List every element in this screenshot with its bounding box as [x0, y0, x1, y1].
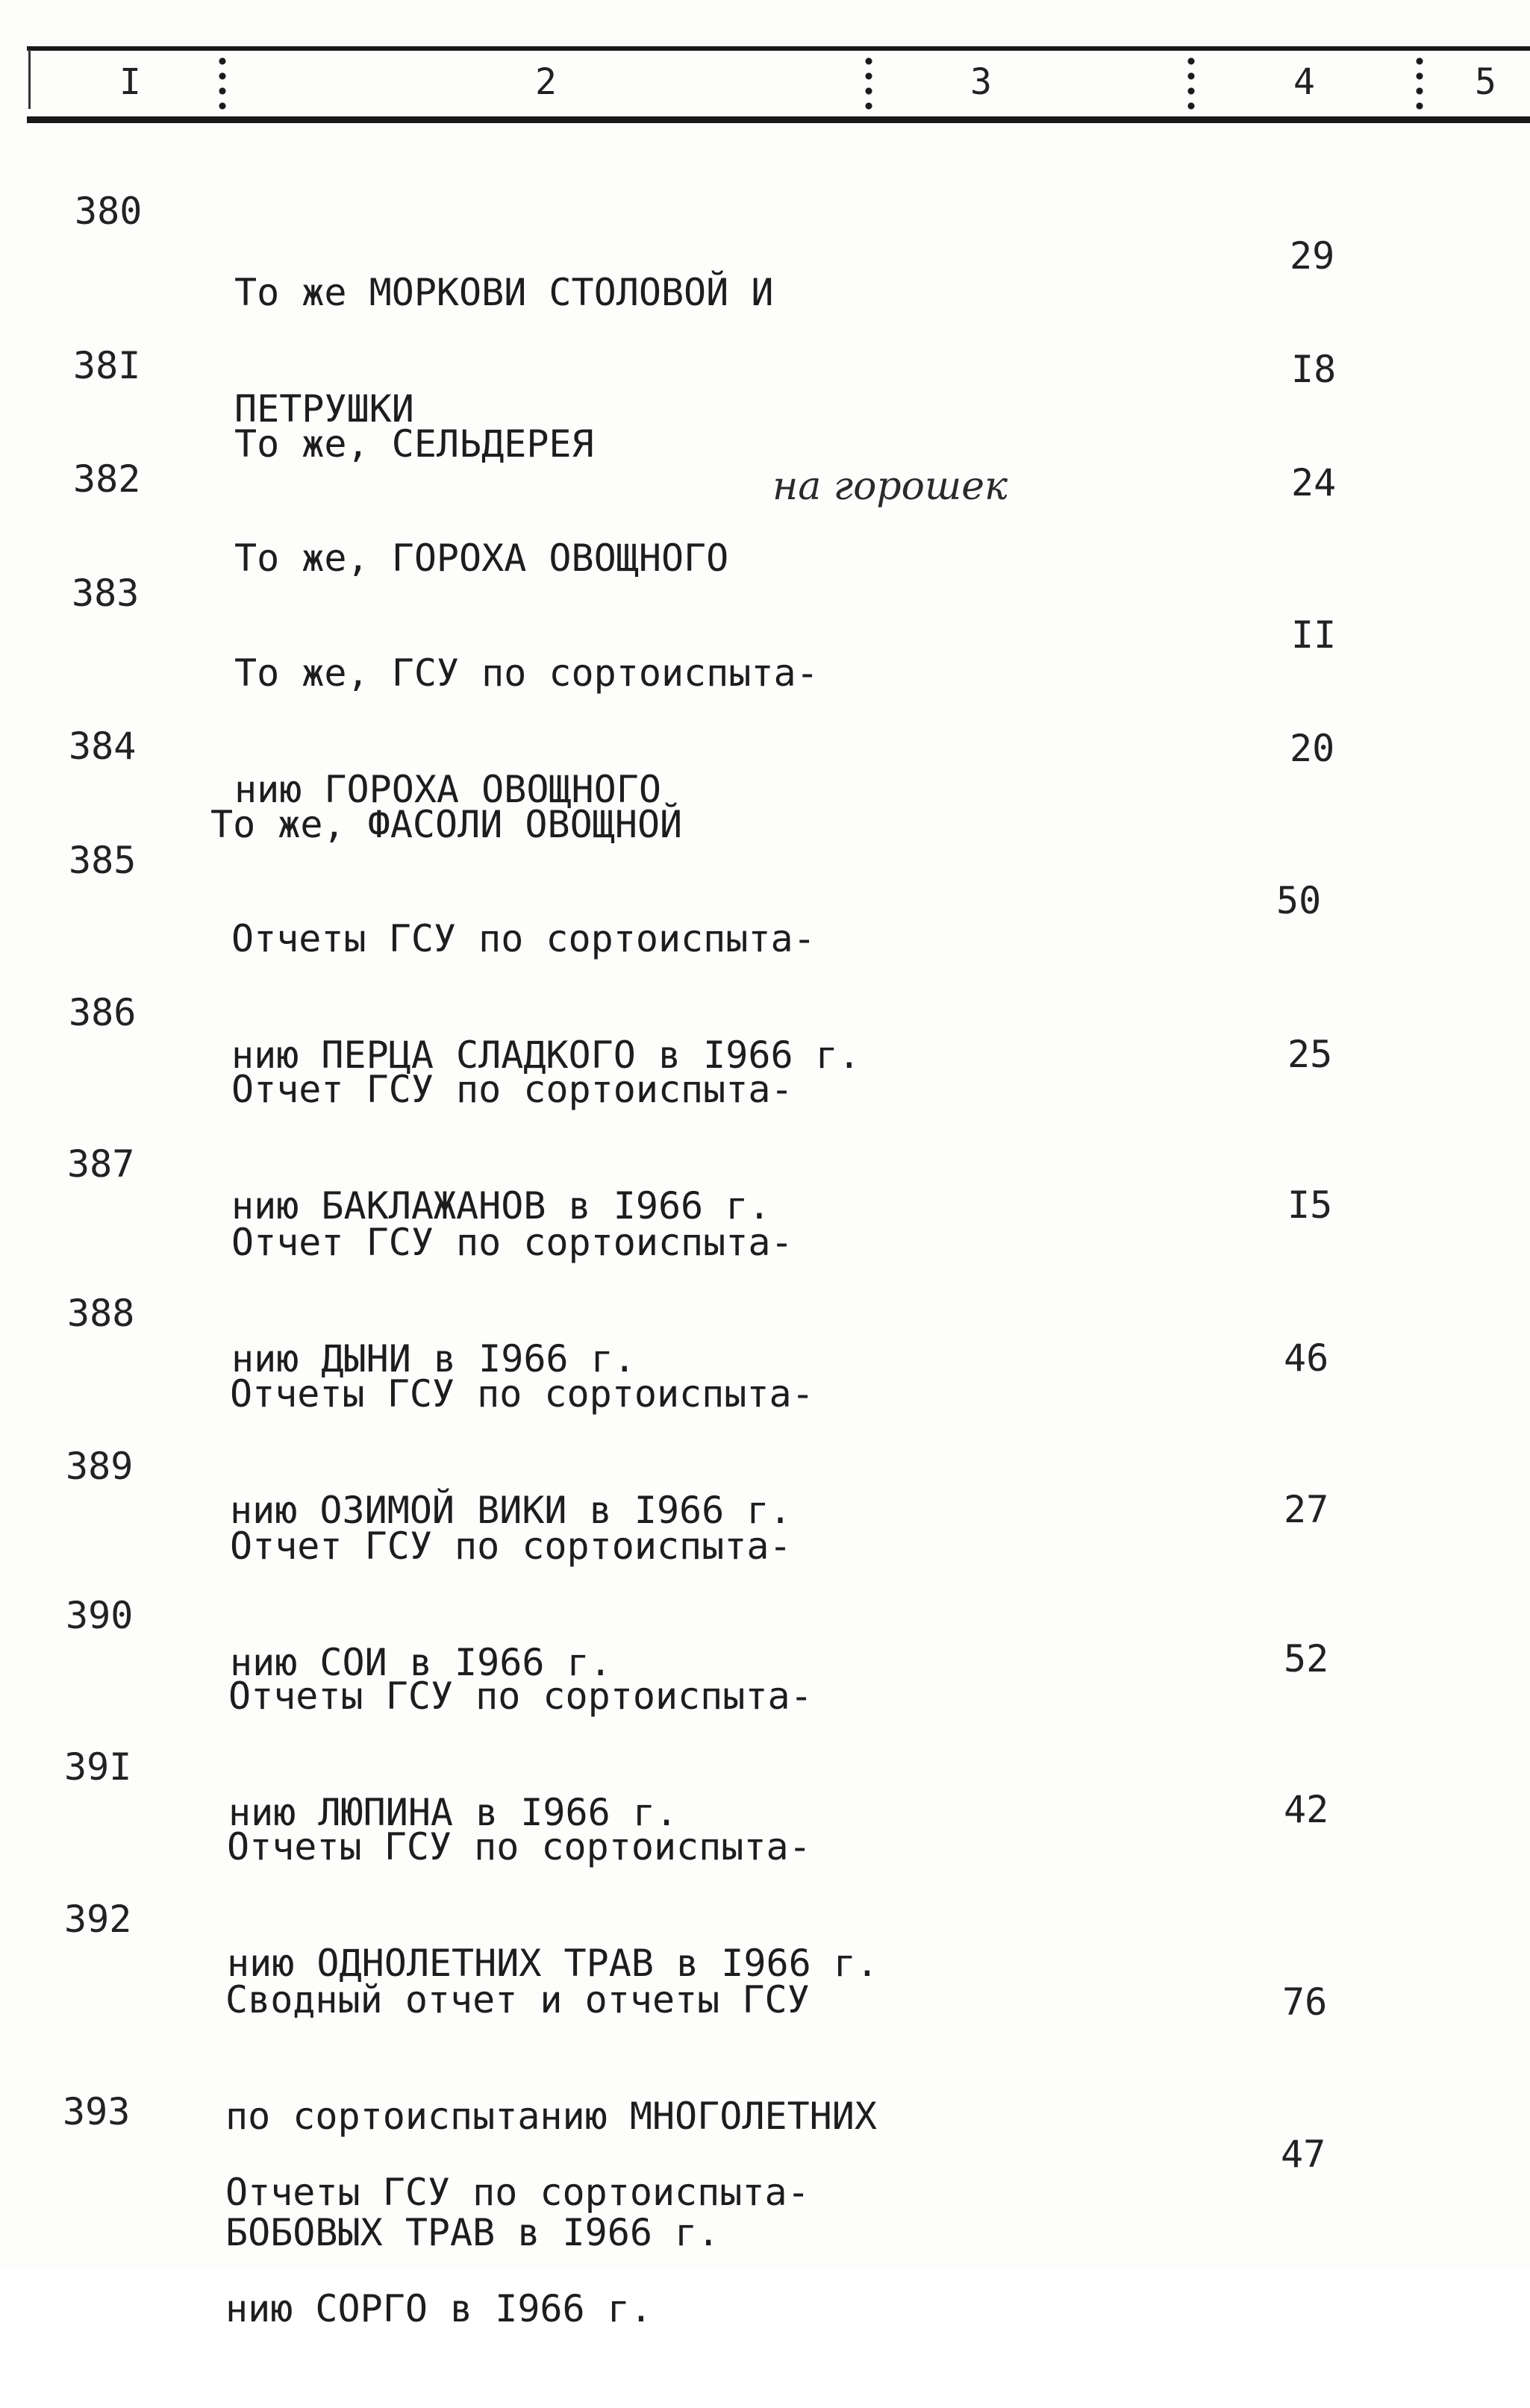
sheet-count: 20: [1290, 727, 1335, 770]
item-title-line: нию БАКЛАЖАНОВ в I966 г.: [231, 1184, 771, 1228]
sheet-count: 47: [1281, 2133, 1326, 2176]
item-title-line: То же, ГОРОХА ОВОЩНОГО: [234, 537, 729, 580]
handwritten-note: на горошек: [772, 464, 1008, 509]
item-number: 38I: [73, 344, 141, 387]
column-separator: [1416, 54, 1423, 113]
column-number-1: I: [119, 61, 141, 103]
item-title-line: БОБОВЫХ ТРАВ в I966 г.: [225, 2211, 720, 2254]
sheet-count: I8: [1291, 348, 1337, 391]
column-separator: [219, 54, 226, 113]
item-title-line: нию СОИ в I966 г.: [230, 1641, 612, 1684]
item-title-line: нию ОДНОЛЕТНИХ ТРАВ в I966 г.: [227, 1942, 878, 1985]
item-number: 392: [64, 1898, 132, 1941]
column-separator: [1187, 54, 1195, 113]
sheet-count: 46: [1284, 1336, 1329, 1380]
item-number: 386: [69, 991, 137, 1034]
item-title-line: Отчет ГСУ по сортоиспыта-: [231, 1221, 793, 1264]
item-number: 393: [63, 2090, 131, 2133]
item-number: 382: [73, 457, 141, 501]
item-title: [225, 2095, 810, 2406]
sheet-count: 42: [1284, 1788, 1329, 1831]
item-title-line: То же, ФАСОЛИ ОВОЩНОЙ: [210, 803, 683, 846]
sheet-count: II: [1291, 613, 1337, 657]
item-title-line: нию ПЕРЦА СЛАДКОГО в I966 г.: [231, 1033, 861, 1077]
item-number: 384: [69, 725, 137, 768]
sheet-count: 27: [1284, 1488, 1329, 1531]
item-title-line: нию ДЫНИ в I966 г.: [231, 1337, 636, 1380]
item-title-line: нию ОЗИМОЙ ВИКИ в I966 г.: [230, 1489, 792, 1532]
sheet-count: 52: [1284, 1637, 1329, 1680]
item-title-line: нию ГОРОХА ОВОЩНОГО: [234, 768, 661, 811]
column-separator: [865, 54, 872, 113]
item-title-line: нию СОРГО в I966 г.: [225, 2287, 652, 2330]
item-number: 389: [66, 1445, 134, 1488]
item-title-line: по сортоиспытанию МНОГОЛЕТНИХ: [225, 2095, 877, 2138]
item-title-line: ПЕТРУШКИ: [234, 387, 414, 431]
sheet-count: 24: [1291, 461, 1337, 504]
item-title-line: Отчет ГСУ по сортоиспыта-: [231, 1068, 793, 1111]
item-number: 387: [67, 1142, 135, 1186]
sheet-count: 25: [1287, 1033, 1333, 1076]
item-number: 383: [72, 572, 140, 615]
item-number: 388: [67, 1292, 135, 1335]
header-bottom-rule: [27, 116, 1530, 123]
item-number: 39I: [64, 1745, 132, 1789]
item-title-line: Отчеты ГСУ по сортоиспыта-: [227, 1825, 811, 1868]
sheet-count: I5: [1287, 1183, 1333, 1227]
item-title-line: То же МОРКОВИ СТОЛОВОЙ И: [234, 271, 774, 314]
item-title-line: Отчеты ГСУ по сортоиспыта-: [231, 917, 816, 960]
item-title-line: Отчет ГСУ по сортоиспыта-: [230, 1524, 792, 1568]
column-number-4: 4: [1293, 61, 1315, 103]
header-top-rule: [27, 46, 1530, 51]
sheet-count: 29: [1290, 234, 1335, 278]
item-title-line: Отчеты ГСУ по сортоиспыта-: [225, 2171, 810, 2214]
item-number: 390: [66, 1594, 134, 1637]
item-title-line: Сводный отчет и отчеты ГСУ: [225, 1978, 810, 2021]
column-number-5: 5: [1475, 61, 1496, 103]
sheet-count: 76: [1282, 1980, 1328, 2024]
item-title-line: То же, ГСУ по сортоиспыта-: [234, 651, 819, 695]
item-title-line: Отчеты ГСУ по сортоиспыта-: [230, 1372, 814, 1416]
item-number: 380: [75, 190, 143, 233]
item-number: 385: [69, 839, 137, 882]
column-number-3: 3: [970, 61, 992, 103]
item-title-line: нию ЛЮПИНА в I966 г.: [228, 1791, 678, 1834]
column-number-2: 2: [535, 61, 557, 103]
item-title-line: То же, СЕЛЬДЕРЕЯ: [234, 422, 594, 466]
sheet-count: 50: [1276, 879, 1322, 922]
header-left-border: [28, 49, 31, 109]
item-title-line: Отчеты ГСУ по сортоиспыта-: [228, 1674, 813, 1718]
